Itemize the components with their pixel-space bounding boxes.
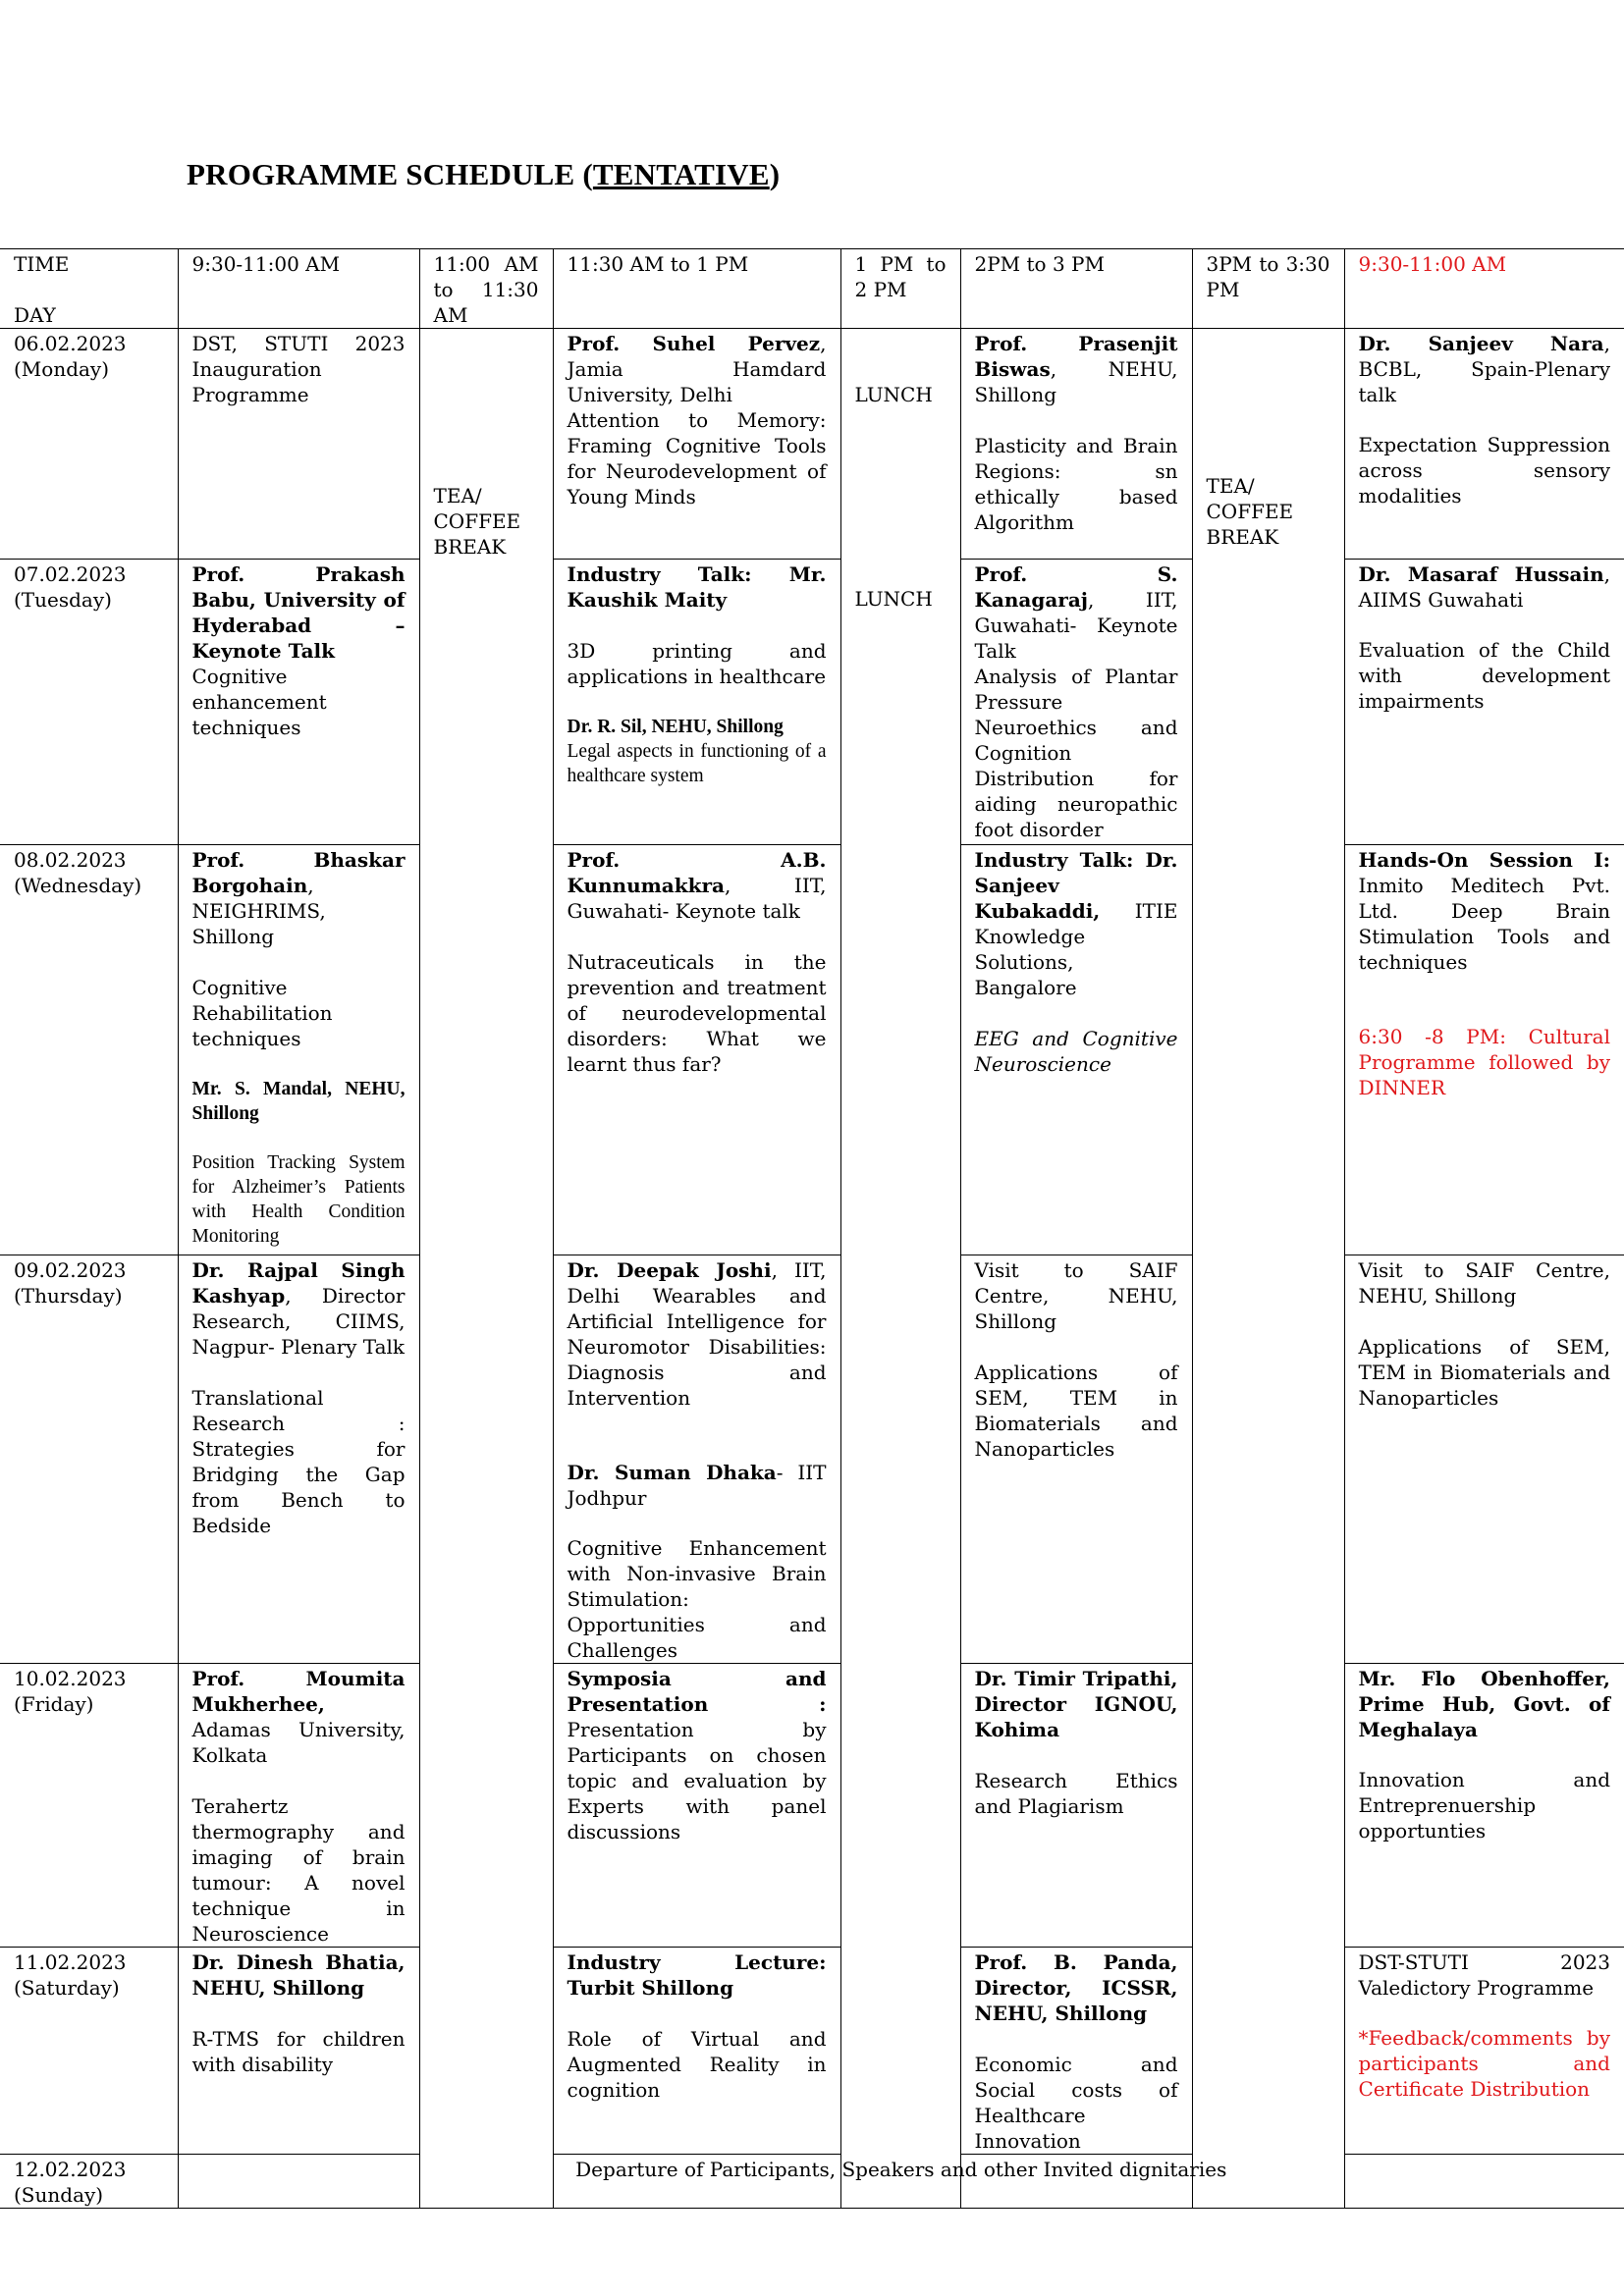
day-cell: 08.02.2023 (Wednesday) <box>0 845 178 1255</box>
session-cell: Prof. Prakash Babu, University of Hyderabad – Keynote Talk Cognitive enhancement techniques <box>178 560 419 845</box>
day-cell: 12.02.2023 (Sunday) <box>0 2155 178 2209</box>
day-cell: 11.02.2023 (Saturday) <box>0 1948 178 2155</box>
session-cell: Dr. Deepak Joshi, IIT, Delhi Wearables and Artificial Intelligence for Neuromotor Disabilities: Diagnosis and Intervention Dr. Suman Dhaka- IIT Jodhpur Cognitive Enhancement with Non-invasive Brain Stimulation: Opportunities and Challenges <box>553 1255 840 1664</box>
session-cell: DST-STUTI 2023 Valedictory Programme *Feedback/comments by participants and Certificate Distribution <box>1344 1948 1624 2155</box>
session-cell: Dr. Sanjeev Nara, BCBL, Spain-Plenary talk Expectation Suppression across sensory modalities <box>1344 329 1624 560</box>
session-cell: Industry Talk: Dr. Sanjeev Kubakaddi, ITIE Knowledge Solutions, Bangalore EEG and Cognitive Neuroscience <box>960 845 1192 1255</box>
session-cell: Hands-On Session I: Inmito Meditech Pvt. Ltd. Deep Brain Stimulation Tools and techniques 6:30 -8 PM: Cultural Programme followed by DINNER <box>1344 845 1624 1255</box>
time-day-header: TIME DAY <box>0 249 178 329</box>
departure-cell: Departure of Participants, Speakers and other Invited dignitaries <box>178 2155 1624 2209</box>
tea-break-column <box>1192 329 1344 2209</box>
slot-header-6: 3PM to 3:30 PM <box>1192 249 1344 329</box>
tea-break-label: TEA/ COFFEE BREAK <box>1206 474 1294 549</box>
table-row <box>0 2155 1624 2209</box>
slot-header-2: 11:00 AM to 11:30 AM <box>419 249 553 329</box>
slot-header-1: 9:30-11:00 AM <box>178 249 419 329</box>
session-cell: Dr. Timir Tripathi, Director IGNOU, Kohima Research Ethics and Plagiarism <box>960 1664 1192 1948</box>
day-cell: 09.02.2023 (Thursday) <box>0 1255 178 1664</box>
session-cell: Prof. A.B. Kunnumakkra, IIT, Guwahati- Keynote talk Nutraceuticals in the prevention and treatment of neurodevelopmental disorders: What we learnt thus far? <box>553 845 840 1255</box>
lunch-label: LUNCH <box>854 587 933 611</box>
session-cell: Visit to SAIF Centre, NEHU, Shillong Applications of SEM, TEM in Biomaterials and Nanoparticles <box>960 1255 1192 1664</box>
session-cell: Symposia and Presentation : Presentation by Participants on chosen topic and evaluation by Experts with panel discussions <box>553 1664 840 1948</box>
session-cell: Visit to SAIF Centre, NEHU, Shillong Applications of SEM, TEM in Biomaterials and Nanoparticles <box>1344 1255 1624 1664</box>
session-cell: Mr. Flo Obenhoffer, Prime Hub, Govt. of Meghalaya Innovation and Entreprenuership opportunties <box>1344 1664 1624 1948</box>
table-row <box>0 560 1624 845</box>
session-cell: Prof. B. Panda, Director, ICSSR, NEHU, Shillong Economic and Social costs of Healthcare Innovation <box>960 1948 1192 2155</box>
table-row <box>0 329 1624 560</box>
session-cell: Prof. Bhaskar Borgohain, NEIGHRIMS, Shillong Cognitive Rehabilitation techniques Mr. S. Mandal, NEHU, Shillong Position Tracking System for Alzheimer’s Patients with Health Condition Monitoring <box>178 845 419 1255</box>
session-cell: Prof. Moumita Mukherhee, Adamas University, Kolkata Terahertz thermography and imaging of brain tumour: A novel technique in Neuroscience <box>178 1664 419 1948</box>
session-cell: Industry Lecture: Turbit Shillong Role of Virtual and Augmented Reality in cognition <box>553 1948 840 2155</box>
session-cell: Dr. Dinesh Bhatia, NEHU, Shillong R-TMS for children with disability <box>178 1948 419 2155</box>
slot-header-4: 1 PM to 2 PM <box>840 249 960 329</box>
session-cell: Dr. Rajpal Singh Kashyap, Director Research, CIIMS, Nagpur- Plenary Talk Translational Research : Strategies for Bridging the Gap from Bench to Bedside <box>178 1255 419 1664</box>
table-row <box>0 845 1624 1255</box>
tea-break-column <box>419 329 553 2209</box>
session-cell: Dr. Masaraf Hussain, AIIMS Guwahati Evaluation of the Child with development impairments <box>1344 560 1624 845</box>
table-row <box>0 1664 1624 1948</box>
session-cell: DST, STUTI 2023 Inauguration Programme <box>178 329 419 560</box>
day-cell: 07.02.2023 (Tuesday) <box>0 560 178 845</box>
table-row <box>0 1255 1624 1664</box>
lunch-label: LUNCH <box>854 383 933 406</box>
slot-header-3: 11:30 AM to 1 PM <box>553 249 840 329</box>
session-cell: Industry Talk: Mr. Kaushik Maity 3D printing and applications in healthcare Dr. R. Sil, NEHU, Shillong Legal aspects in functioning of a healthcare system <box>553 560 840 845</box>
session-cell: Prof. S. Kanagaraj, IIT, Guwahati- Keynote Talk Analysis of Plantar Pressure Neuroethics and Cognition Distribution for aiding neuropathic foot disorder <box>960 560 1192 845</box>
slot-header-5: 2PM to 3 PM <box>960 249 1192 329</box>
session-cell: Prof. Suhel Pervez, Jamia Hamdard University, Delhi Attention to Memory: Framing Cognitive Tools for Neurodevelopment of Young Minds <box>553 329 840 560</box>
schedule-table <box>0 248 1624 2209</box>
day-cell: 06.02.2023 (Monday) <box>0 329 178 560</box>
table-row <box>0 1948 1624 2155</box>
page-title: PROGRAMME SCHEDULE (TENTATIVE) <box>187 157 781 191</box>
session-cell: Prof. Prasenjit Biswas, NEHU, Shillong Plasticity and Brain Regions: sn ethically based Algorithm <box>960 329 1192 560</box>
day-cell: 10.02.2023 (Friday) <box>0 1664 178 1948</box>
lunch-column <box>840 329 960 2209</box>
tea-break-label: TEA/ COFFEE BREAK <box>433 484 521 559</box>
slot-header-7: 9:30-11:00 AM <box>1344 249 1624 329</box>
header-row <box>0 249 1624 329</box>
